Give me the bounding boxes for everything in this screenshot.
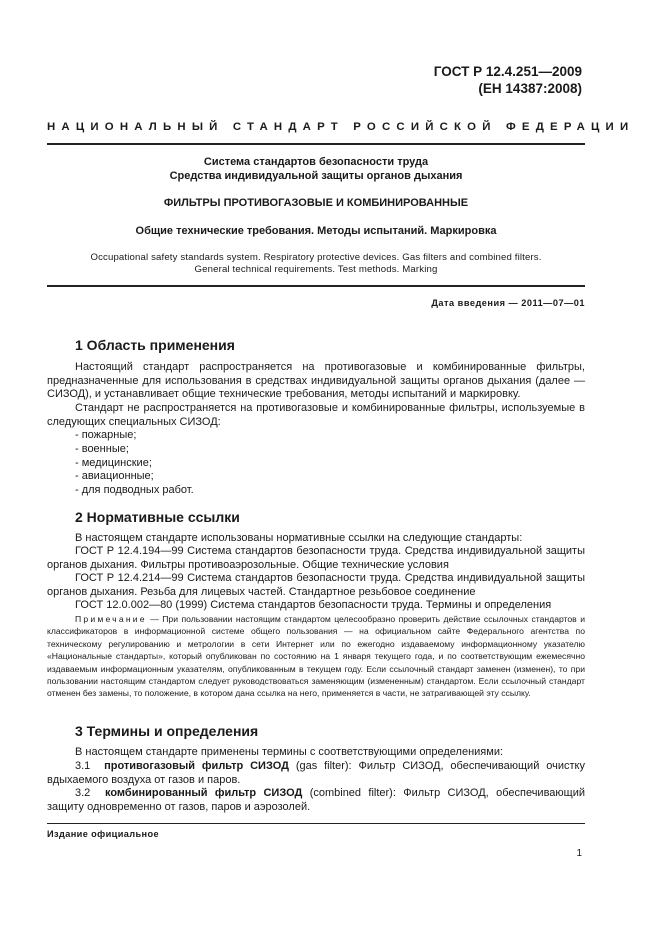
- note-text: — При пользовании настоящим стандартом целесообразно проверить действие ссылочных стандартов и классификаторов в информационной системе общего пользования — на официальном сайте Федерального агентства по техническому регулированию и метрологии в сети Интернет или по ежегодно издаваемому информационному указателю «Национальные стандарты», который опубликован по состоянию на 1 января текущего года, и по соответствующим ежемесячно издаваемым информационным указателям, опубликованным в текущем году. Если ссылочный стандарт заменен (изменен), то при пользовании настоящим стандартом следует руководствоваться заменяющим (измененным) стандартом. Если ссылочный стандарт отменен без замены, то положение, в котором дана ссылка на него, применяется в части, не затрагивающей эту ссылку.: [47, 614, 585, 699]
- term-number: 3.1: [75, 760, 91, 772]
- term-text: (combined filter): Фильтр СИЗОД, обеспечивающий защиту одновременно от газов, паров и аэрозолей.: [47, 787, 585, 813]
- en-number: (ЕН 14387:2008): [478, 81, 582, 96]
- term-text: (gas filter): Фильтр СИЗОД, обеспечивающий очистку вдыхаемого воздуха от газов и паров.: [47, 760, 585, 786]
- section2-intro: В настоящем стандарте использованы нормативные ссылки на следующие стандарты:: [75, 532, 523, 544]
- reference-item: ГОСТ Р 12.4.214—99 Система стандартов безопасности труда. Средства индивидуальной защиты органов дыхания. Резьба для лицевых частей. Стандартное резьбовое соединение: [47, 572, 585, 598]
- term-name: противогазовый фильтр СИЗОД: [104, 760, 289, 772]
- section3-heading: 3 Термины и определения: [75, 723, 259, 739]
- document-subtitle: Общие технические требования. Методы испытаний. Маркировка: [135, 225, 497, 237]
- system-title-line2: Средства индивидуальной защиты органов дыхания: [169, 170, 463, 182]
- introduction-date: Дата введения — 2011—07—01: [431, 298, 585, 308]
- term-number: 3.2: [75, 787, 91, 799]
- section2-heading: 2 Нормативные ссылки: [75, 509, 240, 525]
- document-title: ФИЛЬТРЫ ПРОТИВОГАЗОВЫЕ И КОМБИНИРОВАННЫЕ: [163, 197, 469, 209]
- section1-para1: Настоящий стандарт распространяется на противогазовые и комбинированные фильтры, предназначенные для использования в средствах индивидуальной защиты органов дыхания (далее — СИЗОД), и устанавливает общие технические требования, методы испытаний и маркировку.: [47, 361, 585, 401]
- english-title-line2: General technical requirements. Test methods. Marking: [194, 264, 438, 275]
- top-divider: [47, 143, 585, 145]
- section3-intro: В настоящем стандарте применены термины с соответствующими определениями:: [75, 746, 504, 758]
- reference-item: ГОСТ 12.0.002—80 (1999) Система стандартов безопасности труда. Термины и определения: [75, 599, 552, 611]
- note-label: Примечание: [75, 614, 147, 624]
- section1-para2: Стандарт не распространяется на противогазовые и комбинированные фильтры, используемые в следующих специальных СИЗОД:: [47, 402, 585, 428]
- system-title-line1: Система стандартов безопасности труда: [203, 156, 429, 168]
- list-item: - медицинские;: [75, 457, 152, 469]
- title-divider: [47, 285, 585, 287]
- national-standard-banner: НАЦИОНАЛЬНЫЙ СТАНДАРТ РОССИЙСКОЙ ФЕДЕРАЦИИ: [47, 121, 635, 133]
- reference-item: ГОСТ Р 12.4.194—99 Система стандартов безопасности труда. Средства индивидуальной защиты органов дыхания. Фильтры противоаэрозольные. Общие технические условия: [47, 545, 585, 571]
- term-definition: [47, 760, 585, 787]
- list-item: - авиационные;: [75, 470, 154, 482]
- term-definition: [47, 787, 585, 814]
- note-paragraph: [47, 613, 585, 700]
- section1-heading: 1 Область применения: [75, 337, 235, 353]
- list-item: - для подводных работ.: [75, 484, 194, 496]
- footer-divider: [47, 823, 585, 824]
- official-edition-label: Издание официальное: [47, 829, 160, 839]
- list-item: - пожарные;: [75, 429, 137, 441]
- list-item: - военные;: [75, 443, 129, 455]
- page-number: 1: [576, 848, 582, 859]
- gost-number: ГОСТ Р 12.4.251—2009: [433, 64, 582, 79]
- term-name: комбинированный фильтр СИЗОД: [105, 787, 303, 799]
- english-title-line1: Occupational safety standards system. Respiratory protective devices. Gas filters and combined filters.: [90, 252, 542, 263]
